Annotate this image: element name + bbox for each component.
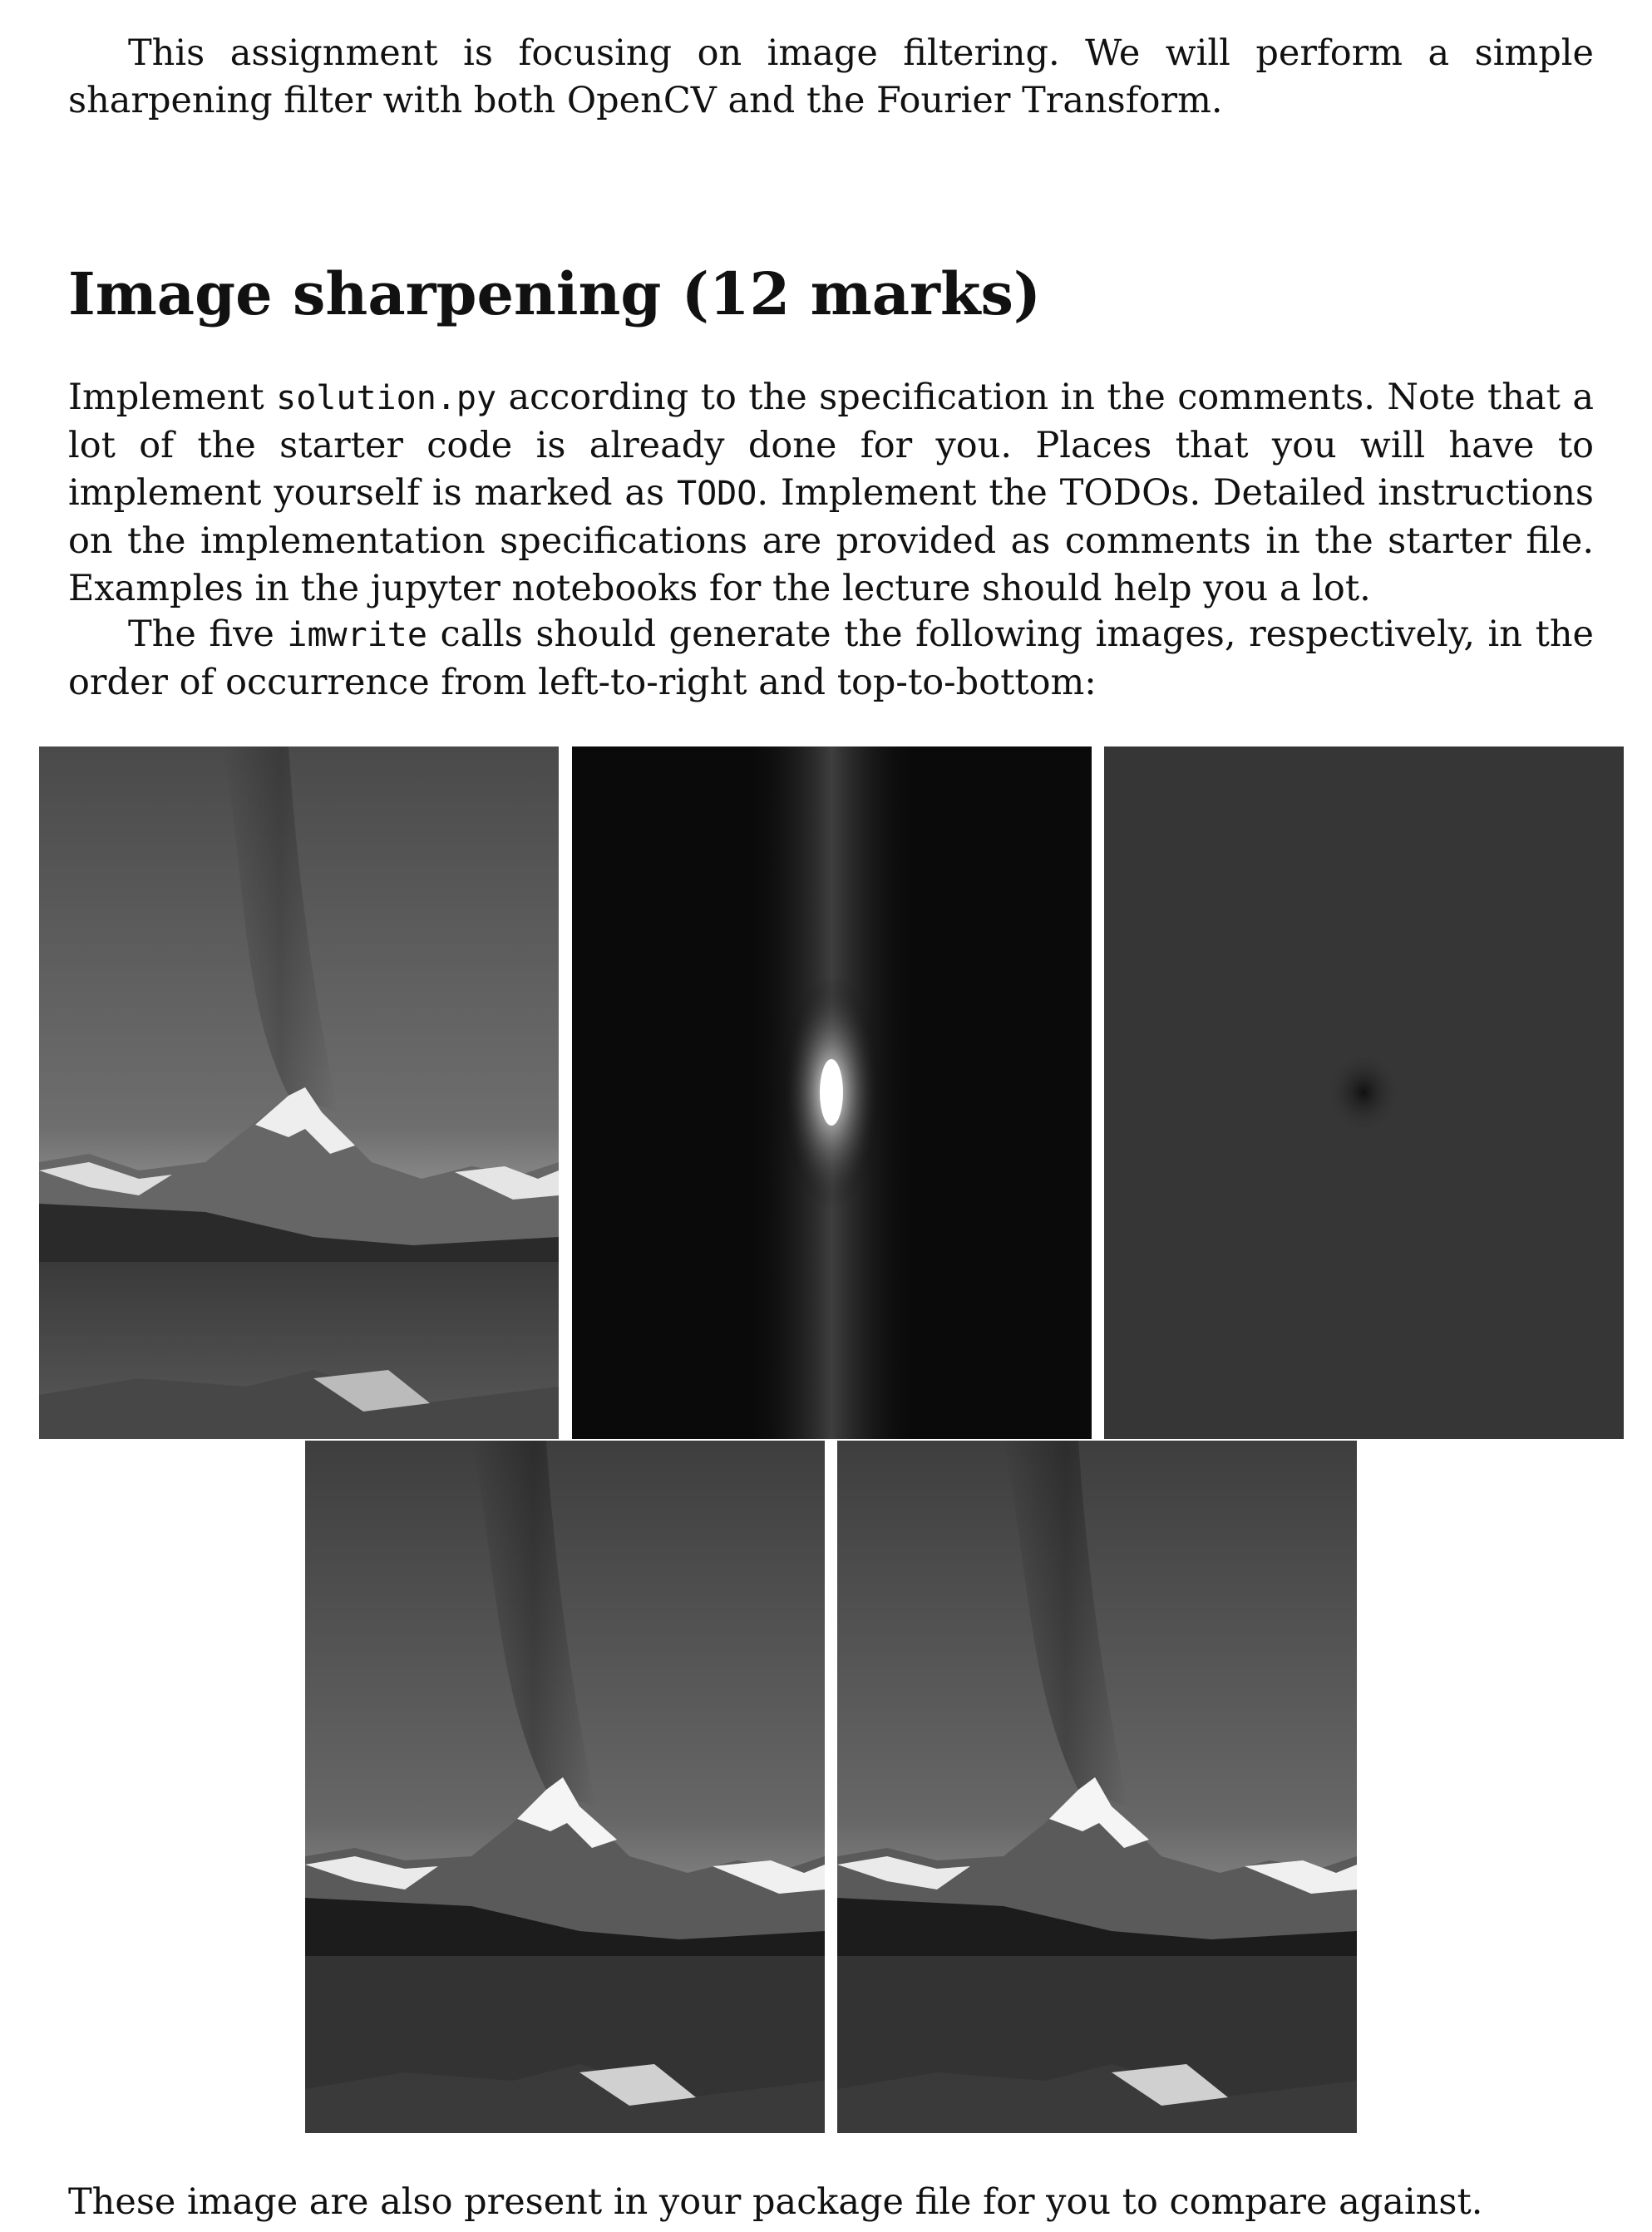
instructions-paragraph [68, 374, 1594, 613]
footer-text: These image are also present in your package file for you to compare against. [68, 2181, 1483, 2223]
todo-code: TODO [676, 475, 757, 513]
sharpened-opencv-image [305, 1441, 825, 2133]
intro-text: This assignment is focusing on image filtering. We will perform a simple sharpening filter with both OpenCV and the Fourier Transform. [68, 32, 1594, 121]
p1-text-b: according to the specification in the comments. Note that a lot of the starter code is already done for you. Places that you will have to implement yourself is marked as [68, 377, 1594, 514]
p2-text-a: The five [128, 613, 288, 655]
fourier-magnitude-spectrum [572, 746, 1092, 1439]
section-heading: Image sharpening (12 marks) [68, 259, 1041, 328]
footer-paragraph [68, 2179, 1594, 2226]
imwrite-code: imwrite [287, 616, 427, 654]
intro-paragraph [68, 30, 1594, 125]
imwrite-paragraph [68, 611, 1594, 707]
p1-text-c: . Implement the TODOs. Detailed instructions on the implementation specifications are provided as comments in the starter file. Examples in the jupyter notebooks for the lecture should help you a lot. [68, 472, 1594, 609]
p2-text-b: calls should generate the following images, respectively, in the order of occurrence from left-to-right and top-to-bottom: [68, 613, 1594, 703]
solution-filename-code: solution.py [276, 379, 497, 417]
original-grayscale-image [39, 746, 559, 1439]
p1-text-a: Implement [68, 377, 277, 418]
sharpened-fourier-image [837, 1441, 1357, 2133]
filter-mask [1104, 746, 1624, 1439]
